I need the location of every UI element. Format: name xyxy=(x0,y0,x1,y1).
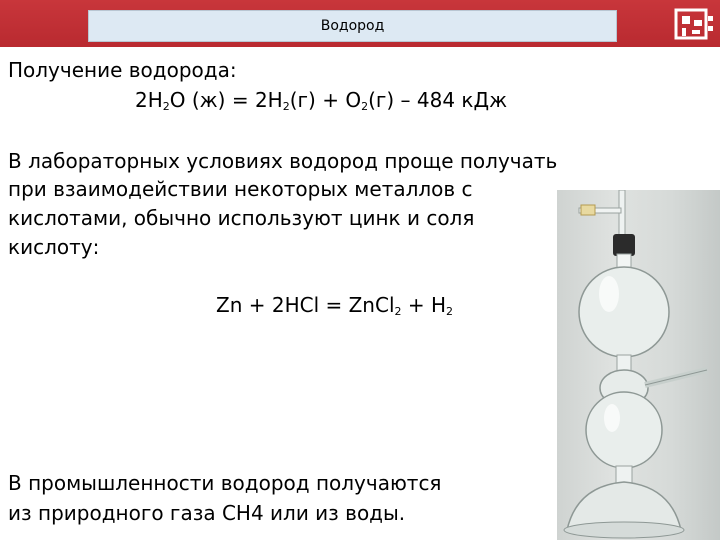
industry-text-line: из природного газа CH4 или из воды. xyxy=(8,501,406,525)
section-heading: Получение водорода: xyxy=(8,58,237,82)
lab-text-line: кислотами, обычно используют цинк и соля xyxy=(8,206,475,230)
eq1-sub: 2 xyxy=(361,100,369,113)
eq2-sub: 2 xyxy=(446,305,454,318)
lab-text-line: В лабораторных условиях водород проще получать xyxy=(8,149,558,173)
eq1-sub: 2 xyxy=(282,100,290,113)
logo-icon xyxy=(672,6,716,44)
eq2-part: + H xyxy=(401,293,447,317)
eq2-part: Zn + 2HCl = ZnCl xyxy=(216,293,395,317)
eq1-sub: 2 xyxy=(162,100,170,113)
eq1-part: (г) – 484 кДж xyxy=(368,88,508,112)
equation-zinc xyxy=(216,292,453,318)
eq1-part: (г) + O xyxy=(289,88,362,112)
slide-title-text: Водород xyxy=(320,18,385,34)
eq1-part: 2H xyxy=(135,88,163,112)
kipp-apparatus-photo xyxy=(557,190,720,540)
industry-text-line: В промышленности водород получаются xyxy=(8,471,442,495)
eq1-part: O (ж) = 2H xyxy=(169,88,283,112)
lab-text-line: кислоту: xyxy=(8,235,100,259)
lab-text-line: при взаимодействии некоторых металлов с xyxy=(8,177,473,201)
slide-title xyxy=(88,10,617,42)
eq2-sub: 2 xyxy=(394,305,402,318)
equation-water xyxy=(135,87,507,113)
